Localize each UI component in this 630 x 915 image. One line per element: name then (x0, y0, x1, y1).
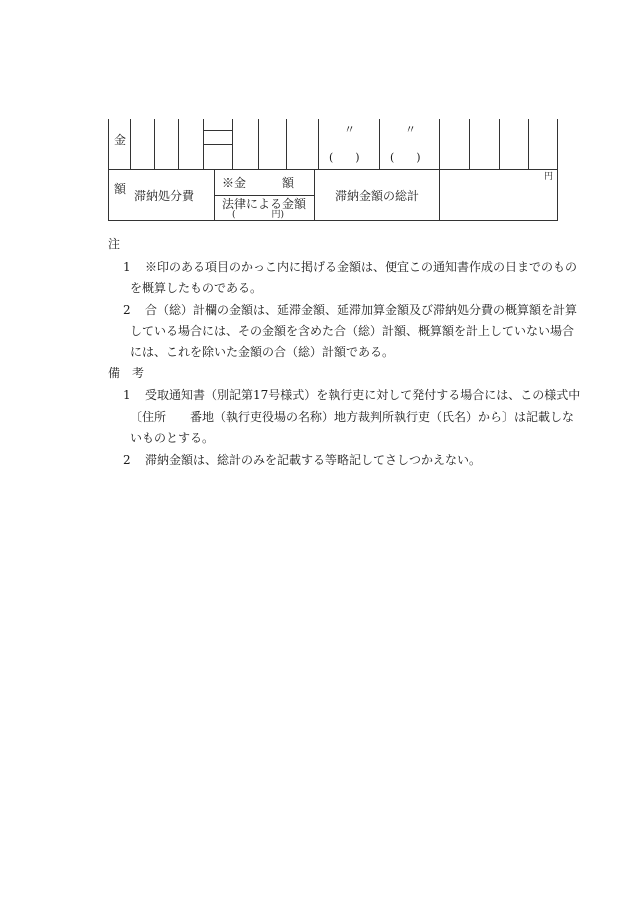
remark-1-line-3: いものとする。 (130, 431, 215, 445)
note-1-line-2: を概算したものである。 (130, 281, 263, 295)
remarks-heading: 備 考 (108, 366, 145, 380)
note-2-line-3: には、これを除いた金額の合（総）計額である。 (130, 345, 395, 359)
total-arrears-label: 滞納金額の総計 (335, 189, 420, 203)
paren-field-1: ( ) (329, 151, 360, 164)
yen-unit: 円 (544, 172, 554, 182)
legal-amount-paren: ( 円) (232, 210, 285, 220)
remark-2-number: 2 (123, 453, 131, 467)
amount-table (108, 119, 558, 221)
gaku-label: 額 (114, 182, 127, 196)
paren-field-2: ( ) (390, 151, 421, 164)
note-2-line-2: している場合には、その金額を含めた合（総）計額、概算額を計上していない場合 (130, 324, 575, 338)
note-2-number: 2 (123, 303, 131, 317)
remark-2-line-1: 滞納金額は、総計のみを記載する等略記してさしつかえない。 (145, 453, 482, 467)
star-amount-label: ※金 額 (222, 176, 295, 190)
legal-amount-label: 法律による金額 (222, 197, 307, 211)
note-2-line-1: 合（総）計欄の金額は、延滞金額、延滞加算金額及び滞納処分費の概算額を計算 (145, 303, 578, 317)
note-1-line-1: ※印のある項目のかっこ内に掲げる金額は、便宜この通知書作成の日までのもの (145, 260, 578, 274)
ditto-mark-2: 〃 (405, 123, 416, 136)
ditto-mark-1: 〃 (344, 123, 355, 136)
table-grid-lines (108, 119, 558, 221)
remark-1-line-2: 〔住所 番地（執行吏役場の名称）地方裁判所執行吏（氏名）から〕は記載しな (130, 410, 575, 424)
remark-1-line-1: 受取通知書（別記第17号様式）を執行吏に対して発付する場合には、この様式中 (145, 388, 581, 402)
note-1-number: 1 (123, 260, 131, 274)
notes-heading: 注 (108, 237, 121, 251)
remark-1-number: 1 (123, 388, 131, 402)
kin-label: 金 (114, 133, 127, 147)
penalty-fee-label: 滞納処分費 (134, 189, 195, 203)
